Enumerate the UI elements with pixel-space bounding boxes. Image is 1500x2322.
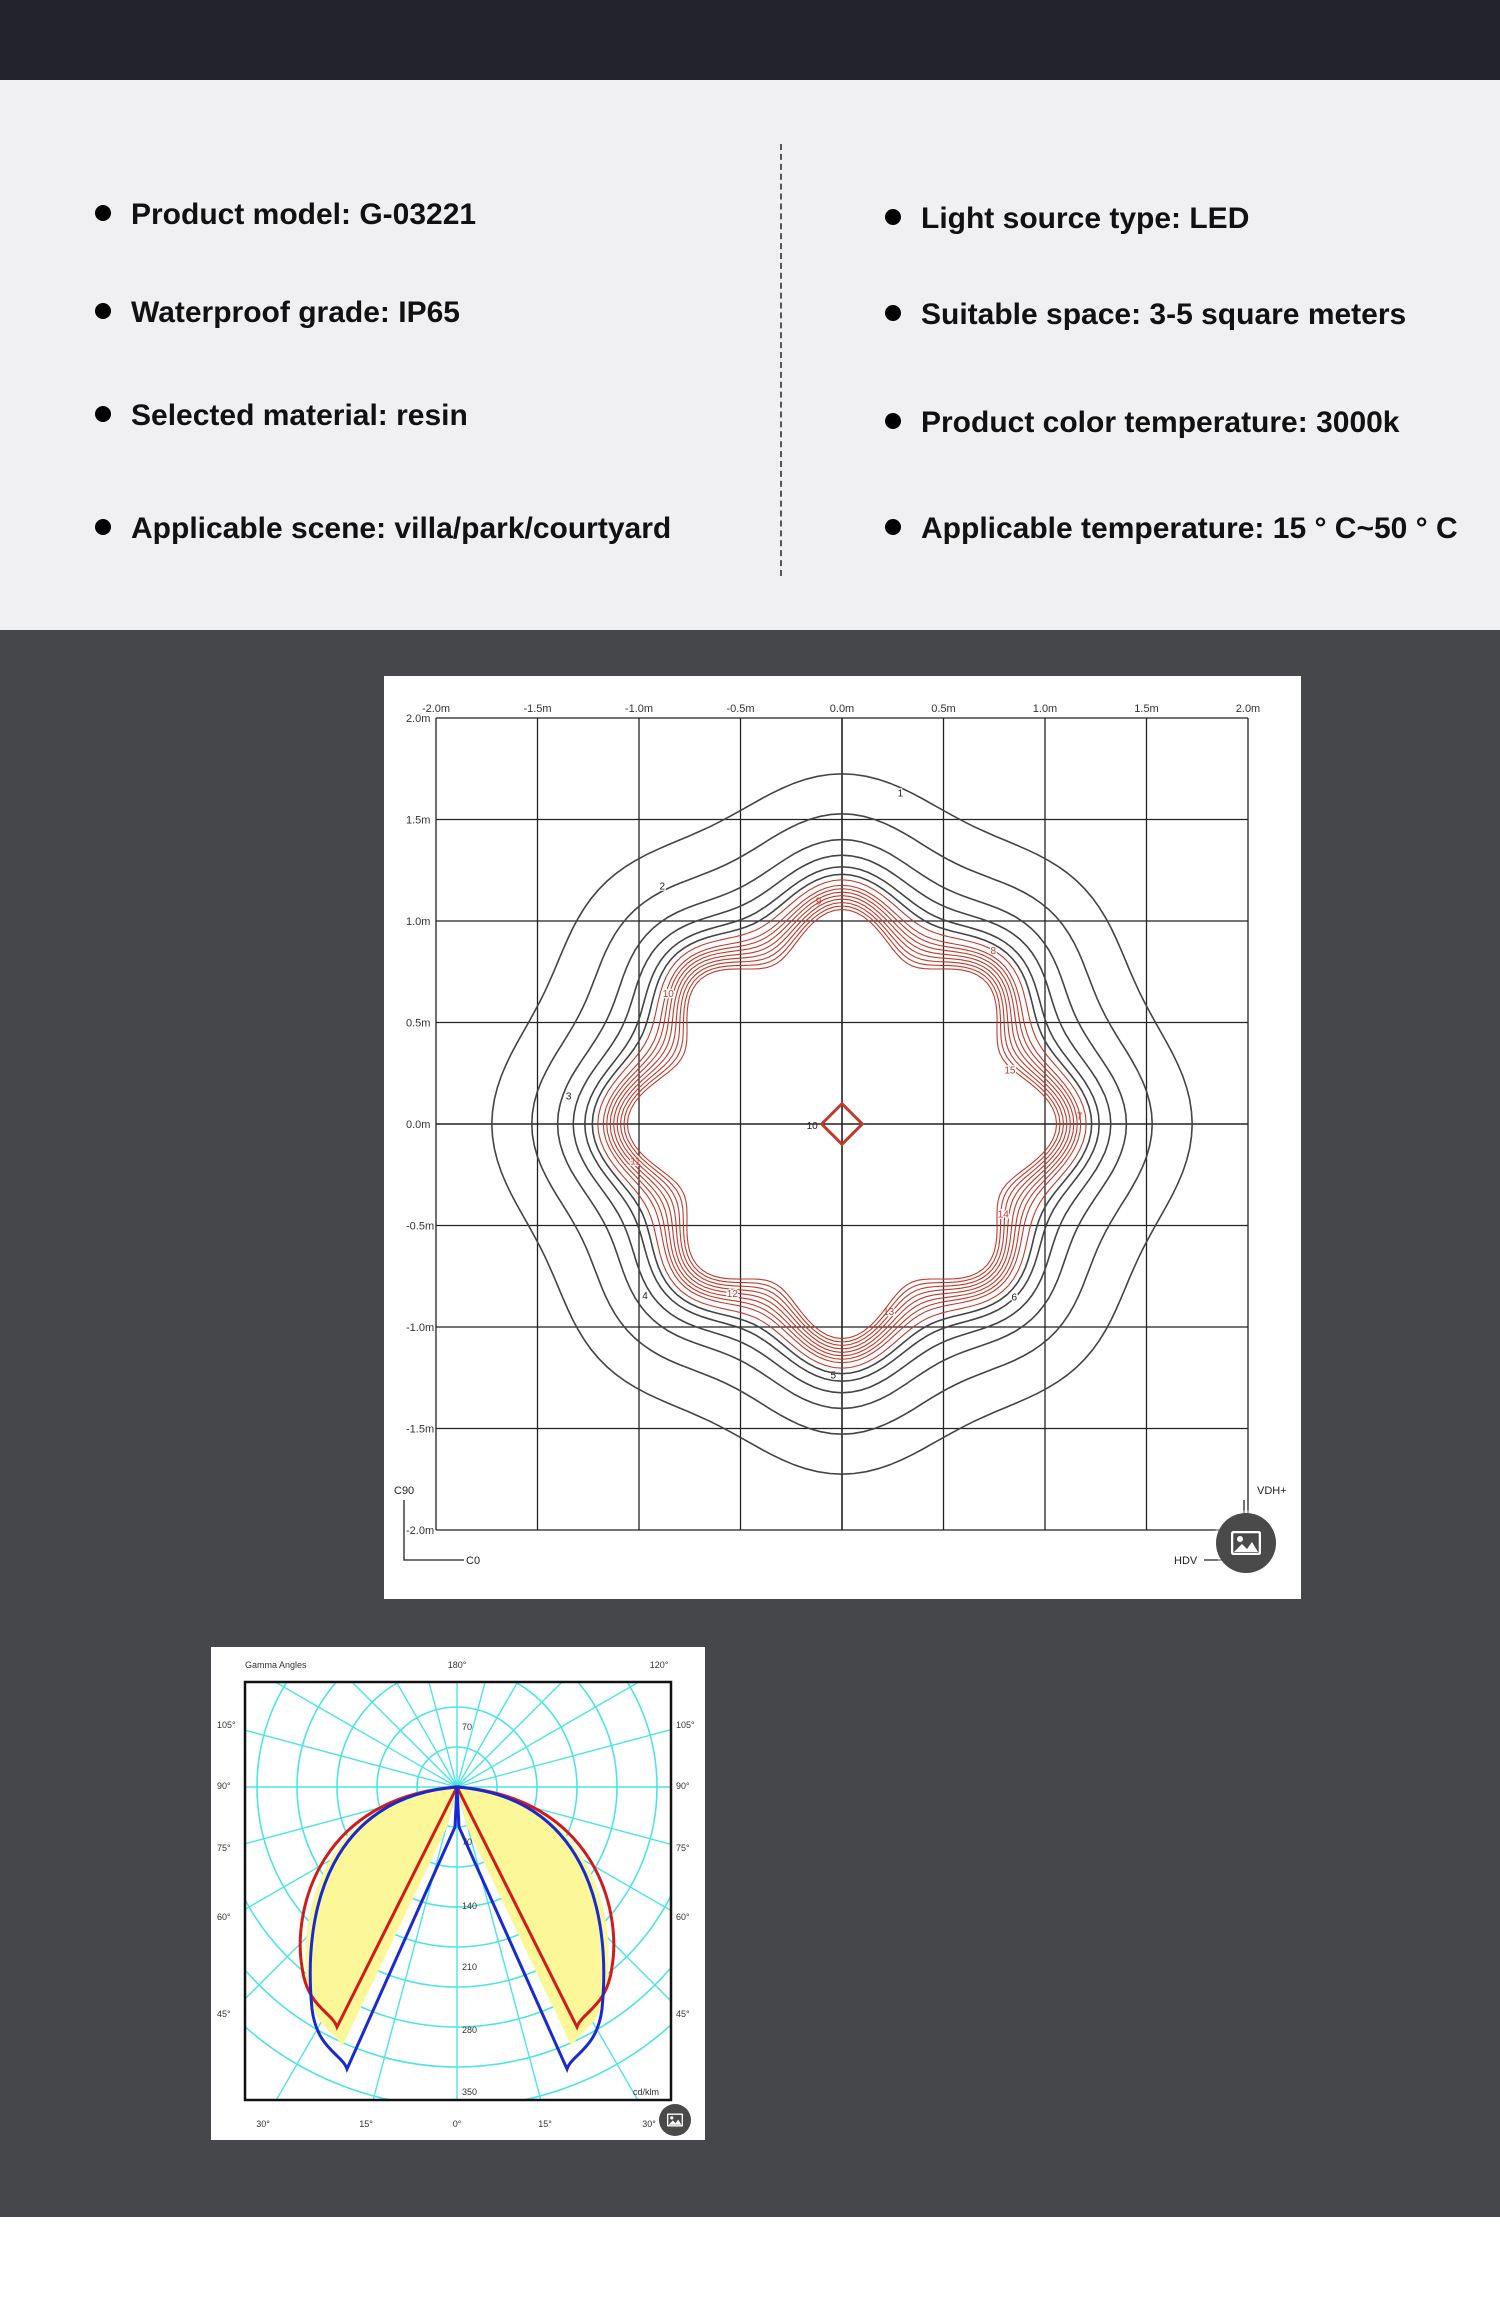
polar-side-label-right: 90°	[676, 1781, 690, 1791]
polar-side-label-right: 75°	[676, 1843, 690, 1853]
contour-level-label: 10	[662, 989, 674, 1001]
image-icon[interactable]	[1216, 1513, 1276, 1573]
polar-lobe-fill-left	[305, 1787, 457, 2047]
contour-level-label: 7	[1076, 1111, 1083, 1123]
contour-level-label: 14	[997, 1209, 1009, 1221]
contour-level-label: 11	[630, 1156, 641, 1168]
spec-text: Applicable scene: villa/park/courtyard	[131, 512, 672, 545]
image-glyph	[667, 2114, 683, 2127]
bullet-dot-icon	[885, 519, 901, 535]
polar-unit-label: cd/klm	[633, 2087, 660, 2097]
y-tick-label: -1.0m	[406, 1322, 435, 1334]
contour-level-label: 5	[830, 1370, 837, 1382]
spec-divider	[780, 144, 782, 576]
polar-chart-panel	[211, 1647, 705, 2140]
bullet-dot-icon	[95, 406, 111, 422]
spec-item	[95, 399, 468, 433]
contour-level-label: 12	[726, 1288, 738, 1300]
spec-item	[885, 512, 1458, 546]
y-tick-label: -2.0m	[406, 1525, 435, 1537]
polar-top-label: 120°	[649, 1660, 669, 1670]
polar-side-label-right: 105°	[676, 1720, 695, 1730]
contour-level-label: 13	[883, 1307, 895, 1319]
spec-section	[0, 80, 1500, 630]
y-tick-label: 0.0m	[406, 1119, 431, 1131]
polar-bottom-label: 15°	[538, 2119, 552, 2129]
spec-text: Waterproof grade: IP65	[131, 296, 460, 329]
y-tick-label: 2.0m	[406, 713, 431, 725]
x-tick-label: -1.5m	[523, 703, 552, 715]
bullet-dot-icon	[885, 209, 901, 225]
y-tick-label: -0.5m	[406, 1220, 435, 1233]
polar-radial-label: 280	[462, 2025, 478, 2035]
x-tick-label: 1.5m	[1134, 703, 1159, 715]
x-tick-label: 2.0m	[1235, 703, 1261, 715]
polar-radial-label: 140	[462, 1901, 478, 1911]
spec-text: Suitable space: 3-5 square meters	[921, 298, 1407, 331]
polar-side-label-left: 90°	[217, 1781, 231, 1791]
spec-item	[95, 512, 671, 546]
axis-label-hdv: HDV	[1174, 1555, 1198, 1567]
polar-chart	[211, 1647, 705, 2140]
bullet-dot-icon	[885, 305, 901, 321]
y-tick-label: -1.5m	[406, 1423, 435, 1436]
contour-level-label: 4	[642, 1291, 648, 1303]
polar-side-label-left: 45°	[217, 2009, 231, 2019]
x-tick-label: -0.5m	[726, 703, 755, 715]
spec-item	[885, 202, 1249, 236]
contour-level-label: 9	[815, 896, 822, 908]
x-tick-label: 1.0m	[1032, 703, 1058, 715]
center-level-label: 10	[806, 1121, 818, 1132]
polar-radial-label: 210	[462, 1962, 478, 1972]
bullet-dot-icon	[95, 519, 111, 535]
polar-side-label-left: 75°	[217, 1843, 231, 1853]
spec-item	[95, 198, 476, 232]
polar-radial-label: 70	[462, 1722, 473, 1732]
contour-level-label: 6	[1011, 1292, 1018, 1304]
bullet-dot-icon	[885, 413, 901, 429]
spec-text: Light source type: LED	[921, 202, 1250, 235]
contour-level-label: 3	[565, 1091, 572, 1103]
polar-bottom-label: 0°	[452, 2119, 462, 2129]
polar-bottom-label: 15°	[359, 2119, 373, 2129]
image-icon[interactable]	[659, 2104, 691, 2136]
polar-top-label: 180°	[447, 1660, 467, 1670]
axis-label-c0: C0	[466, 1555, 481, 1567]
contour-level-label: 1	[897, 788, 904, 800]
y-tick-label: 1.5m	[406, 814, 431, 827]
polar-side-label-right: 45°	[676, 2009, 690, 2019]
polar-radial-label: 70	[462, 1837, 473, 1847]
polar-side-label-right: 60°	[676, 1912, 690, 1922]
x-tick-label: -2.0m	[421, 703, 451, 715]
isolux-chart-panel	[384, 676, 1301, 1599]
polar-ring	[211, 1647, 705, 2107]
top-bar	[0, 0, 1500, 80]
bullet-dot-icon	[95, 303, 111, 319]
polar-lobe-fill-right	[457, 1787, 609, 2047]
polar-bottom-label: 30°	[642, 2119, 656, 2129]
spec-item	[885, 406, 1400, 440]
polar-grid-group	[211, 1647, 705, 2140]
x-tick-label: -1.0m	[624, 703, 654, 715]
diagram-section	[0, 630, 1500, 2217]
polar-ring	[211, 1647, 705, 2067]
y-tick-label: 0.5m	[406, 1017, 431, 1030]
y-tick-label: 1.0m	[406, 916, 431, 928]
axis-label-c90: C90	[394, 1485, 415, 1497]
spec-text: Product color temperature: 3000k	[921, 406, 1400, 439]
spec-text: Selected material: resin	[131, 399, 468, 432]
spec-item	[885, 298, 1406, 332]
spec-item	[95, 296, 460, 330]
isolux-chart	[384, 676, 1301, 1599]
x-tick-label: 0.0m	[829, 703, 855, 715]
contour-level-label: 15	[1004, 1065, 1016, 1077]
x-tick-label: 0.5m	[931, 703, 956, 715]
bullet-dot-icon	[95, 205, 111, 221]
contour-level-label: 8	[990, 945, 997, 957]
polar-bottom-label: 30°	[256, 2119, 270, 2129]
axis-label-vdh: VDH+	[1257, 1485, 1287, 1497]
polar-side-label-left: 105°	[217, 1720, 236, 1730]
footer-space	[0, 2217, 1500, 2322]
spec-text: Applicable temperature: 15 ° C~50 ° C	[921, 512, 1458, 545]
polar-side-label-left: 60°	[217, 1912, 231, 1922]
polar-title: Gamma Angles	[245, 1660, 307, 1670]
image-glyph	[1231, 1531, 1261, 1555]
polar-radial-label: 350	[462, 2087, 478, 2097]
contour-level-label: 2	[659, 881, 666, 893]
spec-text: Product model: G-03221	[131, 198, 477, 231]
